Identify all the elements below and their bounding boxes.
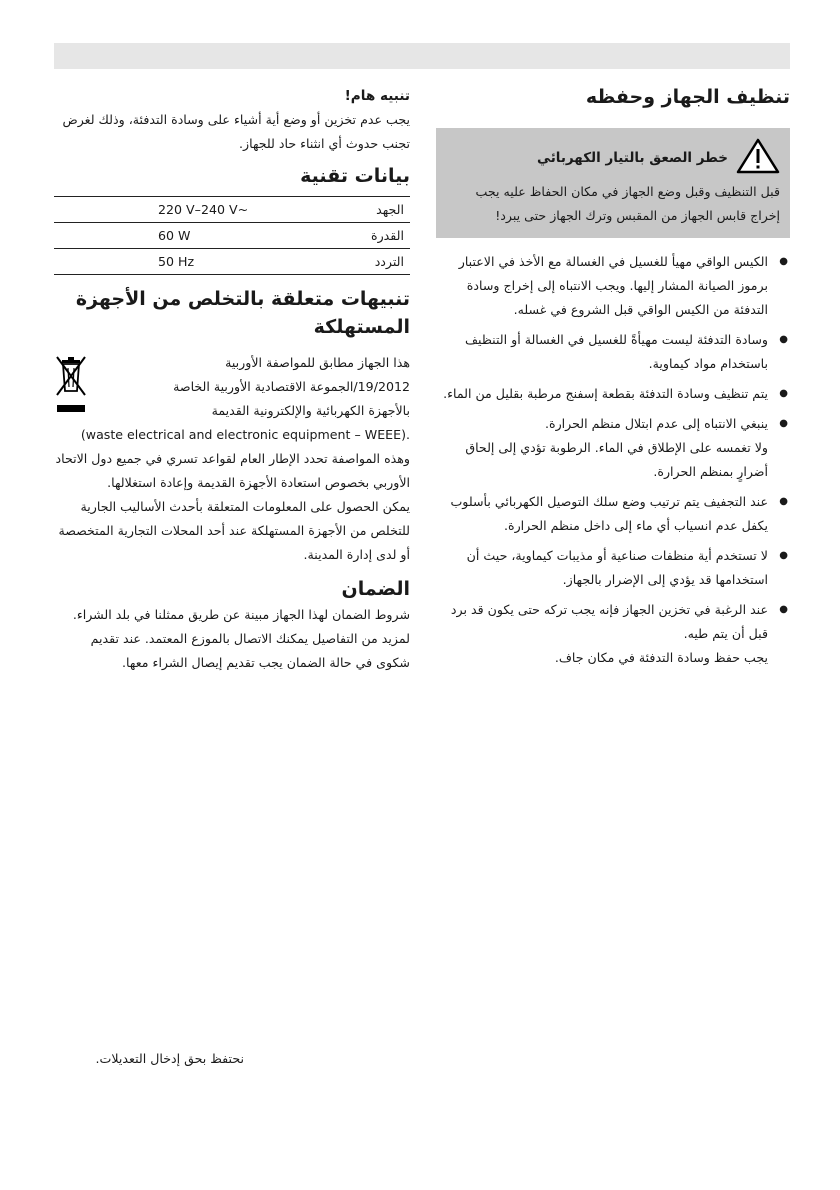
weee-lines: هذا الجهاز مطابق للمواصفة الأوربية 19/2012/الجموعة الاقتصادية الأوربية الخاصة بالأجهزة الكهربائية والإلكترونية القديمة [173,355,410,418]
list-item: ● لا تستخدم أية منظفات صناعية أو مذيبات كيماوية، حيث أن استخدامها قد يؤدي إلى الإضرار بالجهاز. [466,548,788,587]
footer-note: نحتفظ بحق إدخال التعديلات. [95,1051,244,1066]
notice-heading: تنبيه هام! [344,88,410,104]
spec-label: القدرة [345,223,410,249]
cleaning-section [436,84,790,676]
weee-block [54,351,410,423]
table-row [54,249,410,275]
list-item: ● ينبغي الانتباه إلى عدم ابتلال منظم الحرارة. ولا تغمسه على الإطلاق في الماء. الرطوبة تؤدي إلى إلحاق أضرارٍ بمنظم الحرارة. [465,416,788,479]
header-bar [54,43,790,69]
crossed-out-bin-icon [54,351,88,421]
cleaning-list [436,250,790,670]
table-row [54,197,410,223]
warranty-text: شروط الضمان لهذا الجهاز مبينة عن طريق ممثلنا في بلد الشراء. لمزيد من التفاصيل يمكنك الاتصال بالموزع المعتمد. عند تقديم شكوى في حالة الضمان يجب تقديم إيصال الشراء معها. [72,607,410,670]
disposal-paragraph: يمكن الحصول على المعلومات المتعلقة بأحدث الأساليب الجارية للتخلص من الأجهزة المستهلكة عند أحد المحلات التجارية المتخصصة أو لدى إدارة المدينة. [58,499,410,562]
spec-value: 60 W [54,223,345,249]
list-item: ● يتم تنظيف وسادة التدفئة بقطعة إسفنج مرطبة بقليل من الماء. [443,386,788,401]
list-item: ● عند الرغبة في تخزين الجهاز فإنه يجب تركه حتى يكون قد برد قبل أن يتم طيه. يجب حفظ وسادة التدفئة في مكان جاف. [450,602,788,665]
warning-triangle-icon [736,138,780,178]
disposal-paragraph: وهذه المواصفة تحدد الإطار العام لقواعد تسري في جميع دول الاتحاد الأوربي بخصوص استعادة الأجهزة القديمة وإعادة استغلالها. [55,451,410,490]
info-column [54,84,410,675]
cleaning-heading: تنظيف الجهاز وحفظه [585,86,790,108]
warning-header [444,138,780,178]
spec-label: التردد [345,249,410,275]
specs-table [54,196,410,275]
disposal-heading: تنبيهات متعلقة بالتخلص من الأجهزة المستهلكة [75,288,410,338]
list-item: ● وسادة التدفئة ليست مهيأةً للغسيل في الغسالة أو التنظيف باستخدام مواد كيماوية. [465,332,788,371]
warning-title: خطر الصعق بالتيار الكهربائي [537,150,728,166]
warning-box [436,128,790,238]
spec-value: 220 V–240 V~ [54,197,345,223]
table-row [54,223,410,249]
specs-heading: بيانات تقنية [300,165,410,187]
list-item: ● الكيس الواقي مهيأ للغسيل في الغسالة مع الأخذ في الاعتبار برموز الصيانة المشار إليها. ويجب الانتباه إلى إخراج وسادة التدفئة من الكيس الواقي قبل الشروع في غسله. [458,254,788,317]
list-item: ● عند التجفيف يتم ترتيب وضع سلك التوصيل الكهربائي بأسلوب يكفل عدم انسياب أي ماء إلى داخل منظم الحرارة. [450,494,788,533]
warranty-heading: الضمان [341,578,410,600]
notice-text: يجب عدم تخزين أو وضع أية أشياء على وسادة التدفئة، وذلك لغرض تجنب حدوث أي انثناء حاد للجهاز. [62,112,410,151]
spec-value: 50 Hz [54,249,345,275]
weee-english: (waste electrical and electronic equipment – WEEE). [80,427,410,442]
spec-label: الجهد [345,197,410,223]
warning-text: قبل التنظيف وقبل وضع الجهاز في مكان الحفاظ عليه يجب إخراج قابس الجهاز من المقبس وترك الجهاز حتى يبرد! [475,184,780,223]
